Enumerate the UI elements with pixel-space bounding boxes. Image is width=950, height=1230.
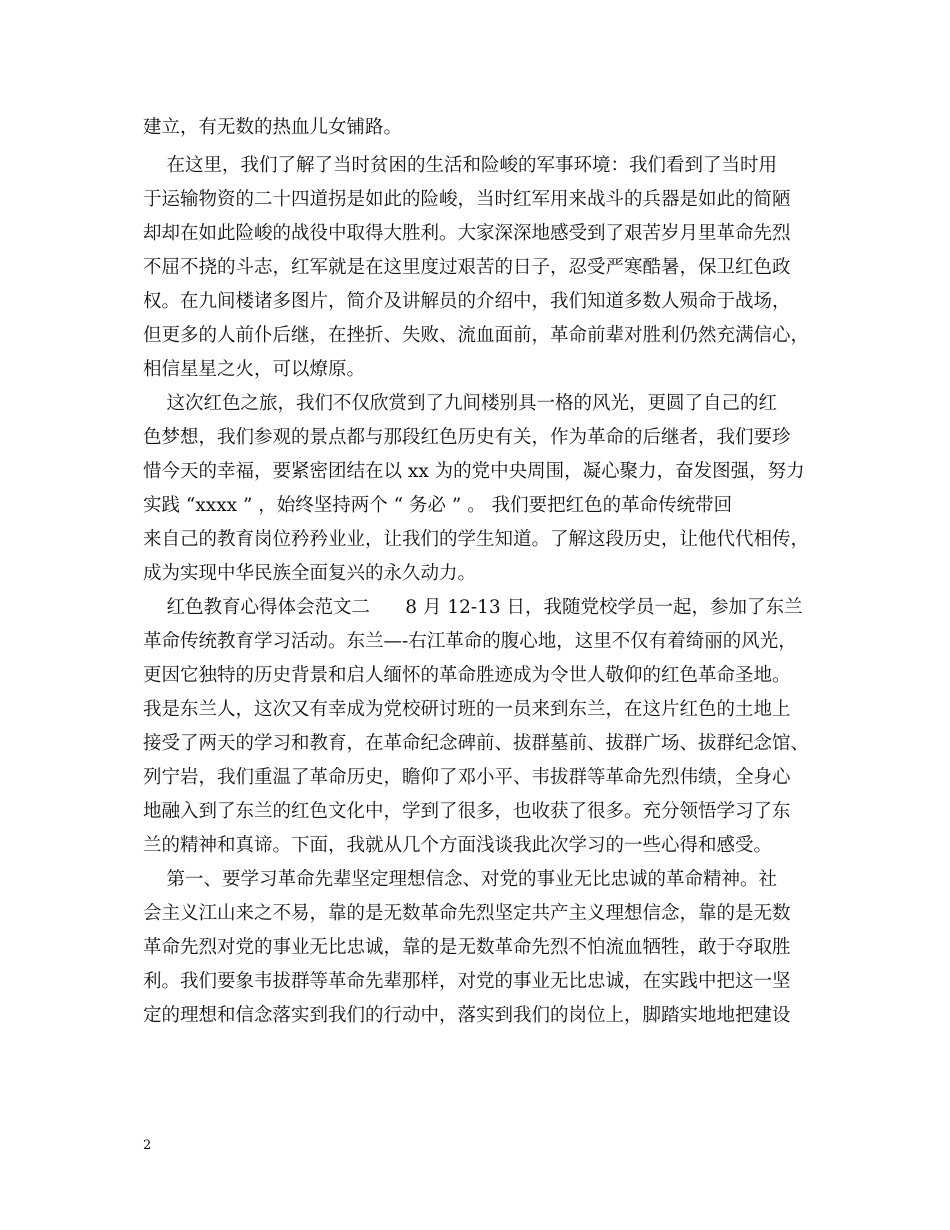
text-line: 却却在如此险峻的战役中取得大胜利。大家深深地感受到了艰苦岁月里革命先烈: [143, 223, 791, 244]
text-line: 不屈不挠的斗志，红军就是在这里度过艰苦的日子，忍受严寒酷暑，保卫红色政: [143, 257, 791, 278]
text-line: 会主义江山来之不易，靠的是无数革命先烈坚定共产主义理想信念，靠的是无数: [143, 903, 791, 924]
text-line: 来自己的教育岗位矜矜业业，让我们的学生知道。了解这段历史，让他代代相传，: [143, 529, 810, 550]
text-line: 定的理想和信念落实到我们的行动中，落实到我们的岗位上，脚踏实地地把建设: [143, 1005, 791, 1026]
text-line: 但更多的人前仆后继，在挫折、失败、流血面前，革命前辈对胜利仍然充满信心，: [143, 325, 810, 346]
text-line: 更因它独特的历史背景和启人缅怀的革命胜迹成为令世人敬仰的红色革命圣地。: [143, 665, 791, 686]
text-line: 成为实现中华民族全面复兴的永久动力。: [143, 563, 477, 584]
text-line: 这次红色之旅，我们不仅欣赏到了九间楼别具一格的风光，更圆了自己的红: [143, 393, 778, 414]
text-line: 利。我们要象韦拔群等革命先辈那样，对党的事业无比忠诚，在实践中把这一坚: [143, 971, 791, 992]
text-line: 第一、要学习革命先辈坚定理想信念、对党的事业无比忠诚的革命精神。社: [143, 869, 778, 890]
text-line: 红色教育心得体会范文二 8 月 12-13 日，我随党校学员一起，参加了东兰: [143, 597, 803, 618]
text-line: 兰的精神和真谛。下面，我就从几个方面浅谈我此次学习的一些心得和感受。: [143, 835, 773, 856]
text-line: 在这里，我们了解了当时贫困的生活和险峻的军事环境：我们看到了当时用: [143, 155, 778, 176]
text-line: 实践 “xxxx ” ，始终坚持两个 “ 务必 ” 。 我们要把红色的革命传统带回: [143, 495, 733, 516]
text-line: 我是东兰人，这次又有幸成为党校研讨班的一员来到东兰，在这片红色的土地上: [143, 699, 791, 720]
page-number: 2: [143, 1138, 152, 1153]
text-line: 列宁岩，我们重温了革命历史，瞻仰了邓小平、韦拔群等革命先烈伟绩，全身心: [143, 767, 791, 788]
text-line: 色梦想，我们参观的景点都与那段红色历史有关，作为革命的后继者，我们要珍: [143, 427, 791, 448]
text-line: 接受了两天的学习和教育，在革命纪念碑前、拔群墓前、拔群广场、拔群纪念馆、: [143, 733, 810, 754]
text-line: 地融入到了东兰的红色文化中，学到了很多，也收获了很多。充分领悟学习了东: [143, 801, 791, 822]
text-line: 革命先烈对党的事业无比忠诚，靠的是无数革命先烈不怕流血牺牲，敢于夺取胜: [143, 937, 791, 958]
text-line: 惜今天的幸福，要紧密团结在以 xx 为的党中央周围，凝心聚力，奋发图强，努力: [143, 461, 805, 482]
text-line: 建立，有无数的热血儿女铺路。: [143, 117, 403, 138]
text-line: 革命传统教育学习活动。东兰—-右江革命的腹心地，这里不仅有着绮丽的风光，: [143, 631, 797, 652]
text-line: 相信星星之火，可以燎原。: [143, 359, 366, 380]
text-line: 权。在九间楼诸多图片，简介及讲解员的介绍中，我们知道多数人殒命于战场，: [143, 291, 791, 312]
text-line: 于运输物资的二十四道拐是如此的险峻，当时红军用来战斗的兵器是如此的简陋: [143, 189, 791, 210]
